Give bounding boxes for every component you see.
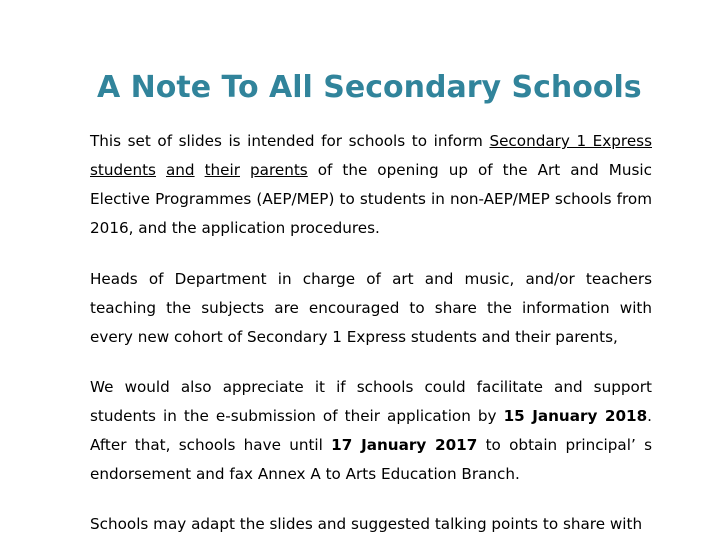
text: to obtain principal’ s endorsement and fax Annex A to Arts Education Branch. (90, 436, 652, 483)
text: We would also appreciate it if schools could facilitate and support students in the e-submission of their application by (90, 378, 652, 425)
underlined-text: Secondary 1 Express (489, 132, 652, 150)
paragraph-heads-of-department (90, 265, 652, 352)
paragraph-text: Heads of Department in charge of art and music, and/or teachers teaching the subjects are encouraged to share the information with every new cohort of Secondary 1 Express students and their parents, (90, 270, 652, 346)
paragraph-adapt-slides (90, 510, 652, 539)
space (240, 161, 250, 179)
underlined-text: their (204, 161, 240, 179)
paragraph-intro (90, 127, 652, 243)
underlined-text: students (90, 161, 156, 179)
underlined-text: and (166, 161, 195, 179)
paragraph-e-submission (90, 373, 652, 489)
endorsement-date: 17 January 2017 (331, 436, 478, 454)
underlined-text: parents (250, 161, 308, 179)
deadline-date: 15 January 2018 (503, 407, 648, 425)
space (195, 161, 205, 179)
paragraph-text: Schools may adapt the slides and suggested talking points to share with (90, 515, 643, 533)
text: This set of slides is intended for schools to inform (90, 132, 490, 150)
text: of the opening up of the Art and Music Elective Programmes (AEP/MEP) to students in non-AEP/MEP schools from 2016, and the application procedures. (90, 161, 652, 237)
text: . After that, schools have until (90, 407, 652, 454)
space (156, 161, 166, 179)
slide-title: A Note To All Secondary Schools (97, 70, 642, 105)
